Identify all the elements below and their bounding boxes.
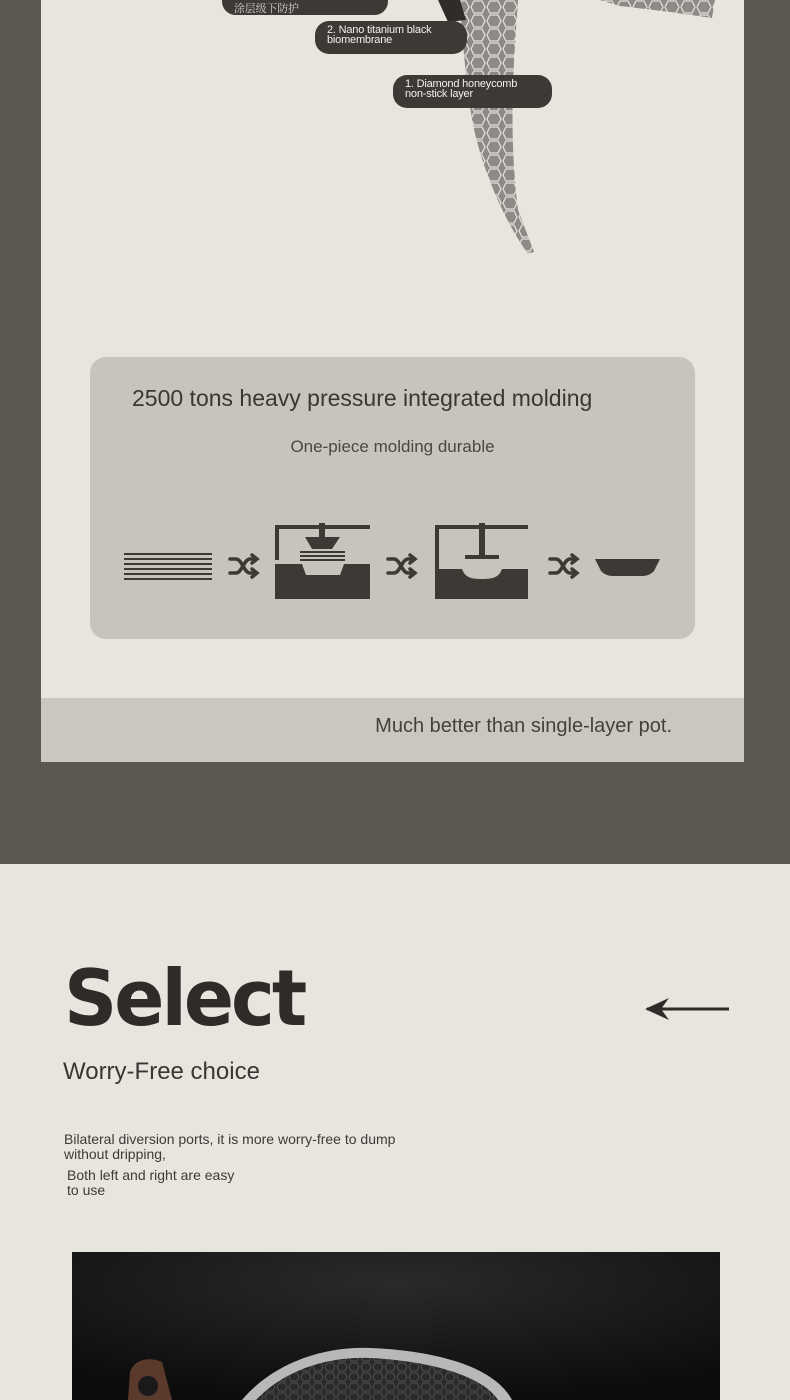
- select-subheading: Worry-Free choice: [63, 1058, 260, 1085]
- press-stamping-icon: [275, 523, 370, 599]
- pan-photo: [72, 1252, 720, 1400]
- shuffle-arrow-icon: [550, 555, 577, 577]
- comparison-band: [41, 698, 744, 762]
- shuffle-arrow-icon: [388, 555, 415, 577]
- description-line: Bilateral diversion ports, it is more worry-free to dump: [64, 1131, 396, 1147]
- description-line: without dripping,: [64, 1146, 166, 1162]
- press-mold-icon: [435, 523, 528, 599]
- layer-label-line: 涂层级下防护: [234, 3, 299, 15]
- arrow-left-icon: [643, 994, 731, 1024]
- select-section: [0, 864, 790, 1400]
- layer-label-line: biomembrane: [327, 34, 393, 46]
- layer-label-line: 2. Nano titanium black: [327, 24, 432, 36]
- layer-label-2: [315, 21, 467, 54]
- pan-photo-illustration: [72, 1252, 720, 1400]
- description-line: to use: [67, 1182, 106, 1198]
- layer-label-line: non-stick layer: [405, 88, 473, 100]
- molding-process-steps: [90, 517, 695, 607]
- molding-subtitle: One-piece molding durable: [290, 437, 495, 456]
- diversion-description: [64, 1132, 395, 1162]
- shuffle-arrow-icon: [230, 555, 257, 577]
- comparison-text: Much better than single-layer pot.: [375, 715, 672, 737]
- metal-sheets-icon: [124, 553, 212, 580]
- pan-shape-icon: [595, 559, 660, 576]
- description-line: Both left and right are easy: [67, 1167, 235, 1183]
- select-heading: Select: [64, 953, 305, 1044]
- layer-label-3: [222, 0, 388, 15]
- molding-process-card: [90, 357, 695, 639]
- ease-description: [67, 1168, 234, 1198]
- molding-title: 2500 tons heavy pressure integrated molding: [132, 385, 593, 411]
- honeycomb-corner-illustration: [600, 0, 720, 22]
- layer-label-1: [393, 75, 552, 108]
- layer-label-line: 1. Diamond honeycomb: [405, 78, 518, 90]
